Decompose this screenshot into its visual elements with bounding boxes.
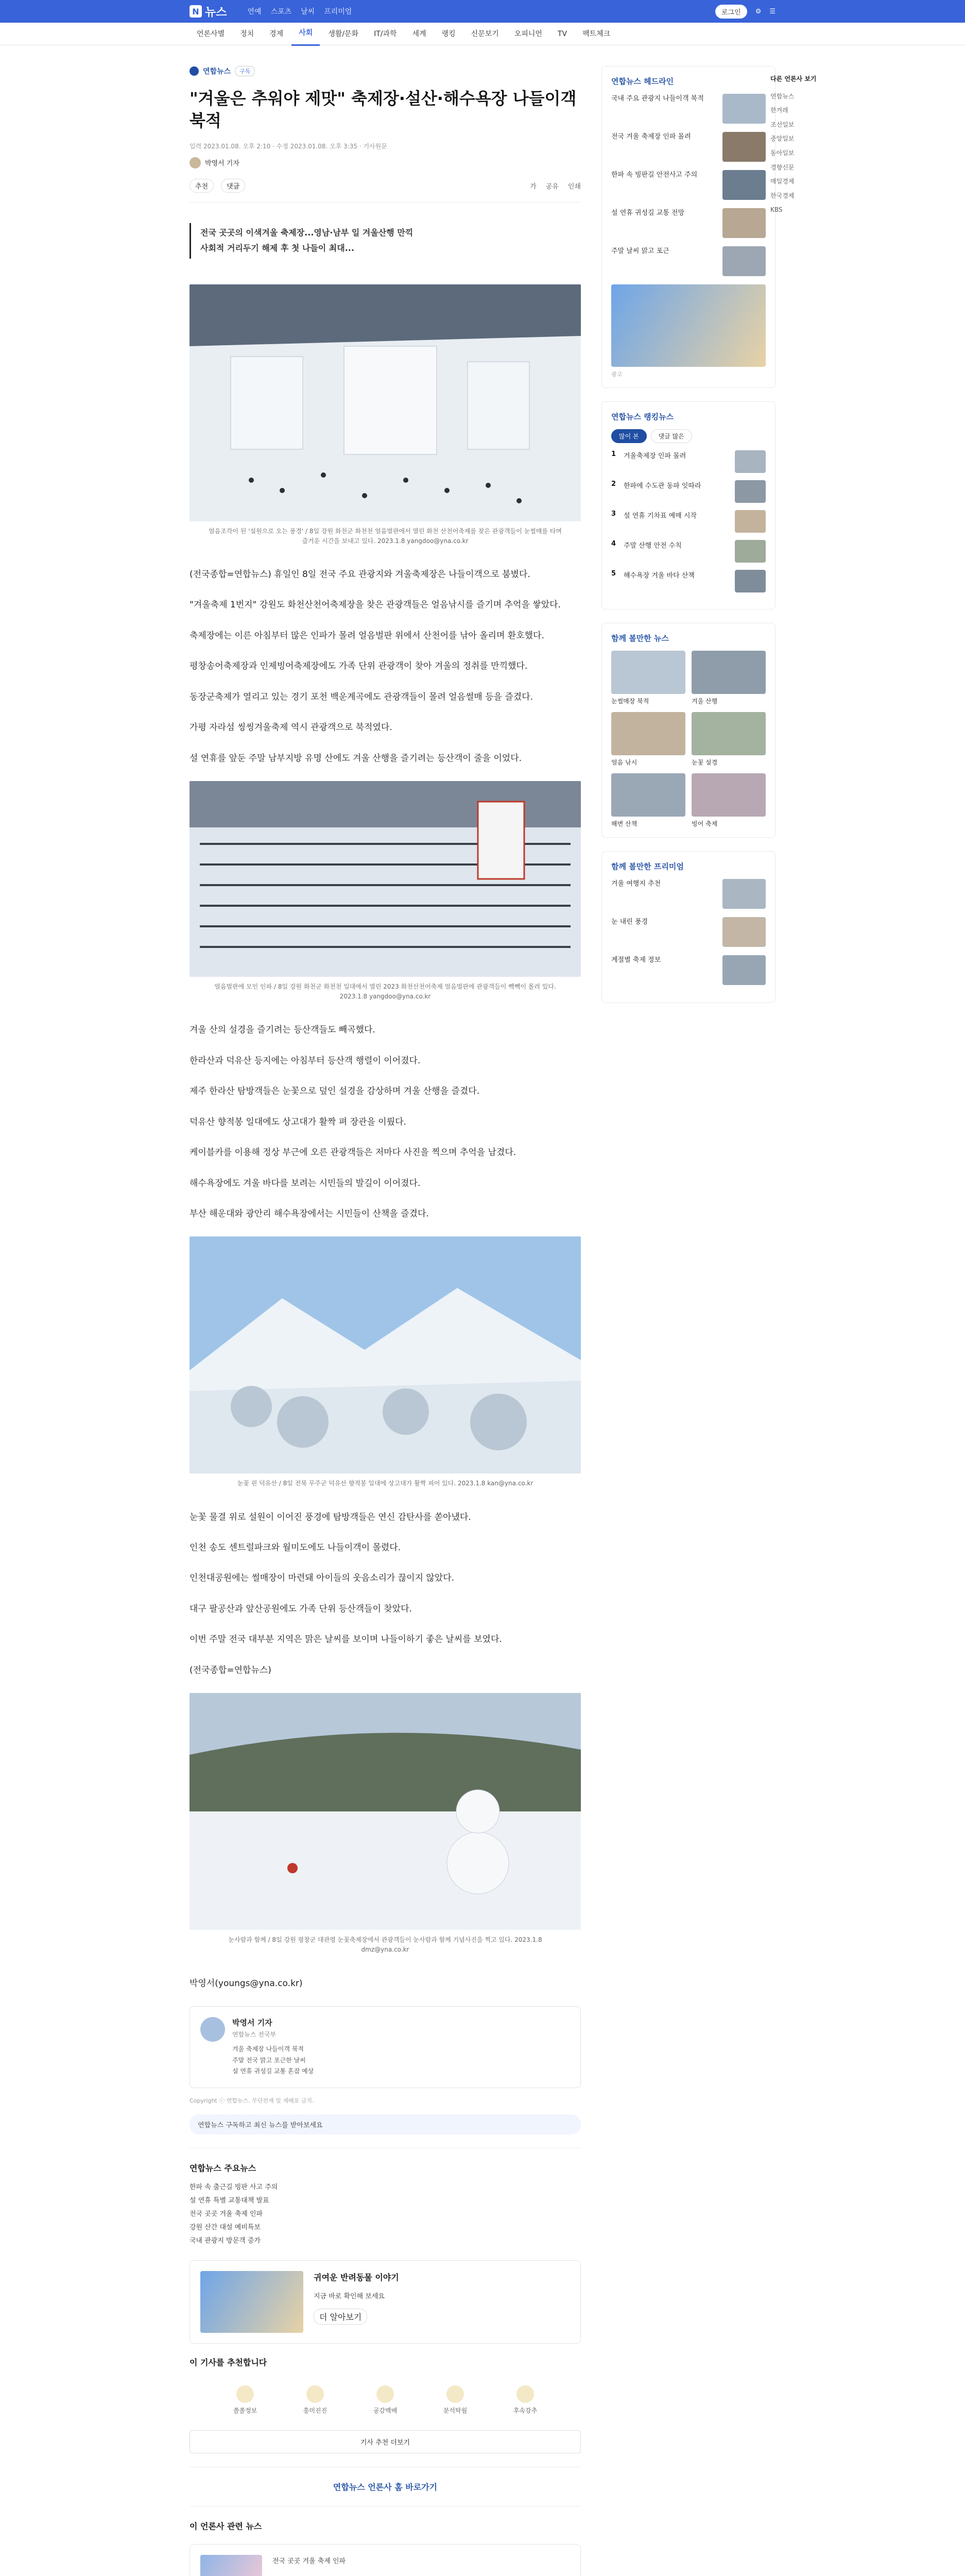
subscribe-banner[interactable]: 연합뉴스 구독하고 최신 뉴스를 받아보세요 — [189, 2114, 581, 2134]
reporter-card — [189, 2006, 581, 2088]
photo-caption: 눈사람과 함께 / 8일 강원 평창군 대관령 눈꽃축제장에서 관광객들이 눈사람과 함께 기념사진을 찍고 있다. 2023.1.8 dmz@yna.co.kr — [228, 1936, 542, 1954]
photo-snowman — [189, 1693, 581, 1930]
article — [189, 66, 581, 2576]
react-label: 쏠쏠정보 — [233, 2406, 257, 2414]
article-paragraph: 인천 송도 센트럴파크와 월미도에도 나들이객이 몰렸다. — [189, 1543, 401, 1553]
react-icon — [306, 2385, 324, 2403]
ranking-thumb — [735, 450, 766, 473]
photo-card[interactable] — [611, 712, 685, 767]
react-icon — [236, 2385, 254, 2403]
menu-icon[interactable]: ☰ — [769, 7, 776, 15]
ranking-section — [601, 401, 776, 609]
brand-label: 뉴스 — [205, 6, 227, 19]
ad-label: 광고 — [611, 371, 623, 378]
series-item[interactable] — [611, 955, 766, 985]
article-title: "겨울은 추워야 제맛" 축제장·설산·해수욕장 나들이객 북적 — [189, 89, 577, 131]
photo-card[interactable] — [692, 651, 766, 706]
more-news-list — [189, 2181, 581, 2248]
article-summary — [189, 223, 581, 259]
nav-item[interactable]: 생활/문화 — [328, 29, 359, 38]
ranking-item[interactable]: 2 한파에 수도관 동파 잇따라 — [611, 480, 766, 503]
photo-card-text: 눈꽃 설경 — [692, 758, 718, 766]
nav-item[interactable]: TV — [557, 29, 567, 38]
article-paragraph: 눈꽃 물결 위로 설원이 이어진 풍경에 탐방객들은 연신 감탄사를 쏟아냈다. — [189, 1512, 471, 1522]
article-paragraph: 축제장에는 이른 아침부터 많은 인파가 몰려 얼음벌판 위에서 산천어를 낚아 올리며 환호했다. — [189, 630, 544, 641]
react-button[interactable] — [373, 2385, 397, 2415]
article-paragraph: 케이블카를 이용해 정상 부근에 오른 관광객들은 저마다 사진을 찍으며 추억을 남겼다. — [189, 1147, 516, 1158]
rail-item[interactable]: 한국경제 — [770, 192, 795, 199]
photo-card[interactable] — [611, 773, 685, 828]
press-header — [189, 66, 581, 76]
nav-item[interactable]: 경제 — [269, 29, 284, 38]
photo-card-text: 겨울 산행 — [692, 698, 718, 705]
reporter-article-link[interactable]: 주말 전국 맑고 포근한 날씨 — [232, 2056, 306, 2064]
photo-thumb — [692, 712, 766, 755]
ad-text: 지금 바로 확인해 보세요 — [314, 2292, 385, 2300]
article-paragraph: 이번 주말 전국 대부분 지역은 맑은 날씨를 보이며 나들이하기 좋은 날씨를 보였다. — [189, 1634, 502, 1645]
ranking-title: 연합뉴스 랭킹뉴스 — [611, 412, 674, 421]
photo-caption: 눈꽃 핀 덕유산 / 8일 전북 무주군 덕유산 향적봉 일대에 상고대가 활짝 피어 있다. 2023.1.8 kan@yna.co.kr — [237, 1480, 533, 1487]
rail-item[interactable]: 동아일보 — [770, 149, 795, 157]
font-size-button[interactable]: 가 — [530, 182, 537, 191]
nav-item[interactable]: IT/과학 — [374, 29, 397, 38]
service-link[interactable]: 프리미엄 — [324, 8, 352, 16]
comment-button[interactable]: 댓글 — [221, 179, 245, 193]
headline-text: 한파 속 빙판길 안전사고 주의 — [611, 171, 698, 179]
series-title: 함께 볼만한 프리미엄 — [611, 862, 684, 872]
summary-line: 전국 곳곳의 이색겨울 축제장...영남·남부 일 겨울산행 만끽 — [200, 227, 413, 238]
ranking-item[interactable]: 3 설 연휴 기차표 예매 시작 — [611, 510, 766, 533]
photo-thumb — [611, 651, 685, 694]
headline-thumb — [722, 170, 766, 200]
more-news-link[interactable]: 국내 관광지 방문객 증가 — [189, 2236, 261, 2245]
react-title: 이 기사를 추천합니다 — [189, 2357, 267, 2367]
more-news-title: 연합뉴스 주요뉴스 — [189, 2163, 256, 2173]
react-icon — [446, 2385, 464, 2403]
headline-text: 설 연휴 귀성길 교통 전망 — [611, 209, 685, 217]
brand-logo[interactable]: N 뉴스 — [189, 4, 227, 20]
series-text: 눈 내린 풍경 — [611, 918, 648, 926]
nav-item[interactable]: 오피니언 — [514, 29, 542, 38]
rail-item[interactable]: 경향신문 — [770, 163, 795, 171]
content-wrap — [189, 45, 776, 2576]
more-news-link[interactable]: 강원 산간 대설 예비특보 — [189, 2223, 261, 2231]
photo-card-text: 해변 산책 — [611, 820, 637, 827]
photo-thumb — [611, 712, 685, 755]
ranking-text: 설 연휴 기차표 예매 시작 — [624, 512, 697, 520]
article-paragraph: 부산 해운대와 광안리 해수욕장에서는 시민들이 산책을 즐겼다. — [189, 1208, 429, 1219]
article-paragraph: 겨울 산의 설경을 즐기려는 등산객들도 빼곡했다. — [189, 1025, 375, 1036]
headline-text: 국내 주요 관광지 나들이객 북적 — [611, 95, 704, 103]
headline-thumb — [722, 208, 766, 238]
ad-image — [200, 2271, 303, 2333]
photo-section-title: 함께 볼만한 뉴스 — [611, 634, 669, 643]
photo-card[interactable] — [611, 651, 685, 706]
article-paragraph: 설 연휴를 앞둔 주말 남부지방 유명 산에도 겨울 산행을 즐기려는 등산객이 줄을 이었다. — [189, 753, 522, 764]
headline-thumb — [722, 246, 766, 276]
ranking-text: 해수욕장 겨울 바다 산책 — [624, 572, 695, 580]
photo-card[interactable] — [692, 773, 766, 828]
press-name[interactable]: 연합뉴스 — [203, 67, 231, 76]
reporter-avatar — [200, 2017, 225, 2042]
settings-icon[interactable]: ⚙ — [755, 7, 762, 15]
reporter-name[interactable]: 박영서 기자 — [205, 160, 239, 168]
rail-item[interactable]: 중앙일보 — [770, 135, 795, 143]
print-button[interactable]: 인쇄 — [567, 182, 581, 191]
signoff: 박영서(youngs@yna.co.kr) — [189, 1978, 303, 1989]
headline-item[interactable] — [611, 208, 766, 238]
article-paragraph: 제주 한라산 탐방객들은 눈꽃으로 덮인 설경을 감상하며 겨울 산행을 즐겼다. — [189, 1086, 480, 1097]
rail-item[interactable]: 연합뉴스 — [770, 92, 795, 100]
series-thumb — [722, 917, 766, 947]
ranking-thumb — [735, 540, 766, 563]
ranking-item[interactable]: 1 겨울축제장 인파 몰려 — [611, 450, 766, 473]
react-label: 공감백배 — [373, 2406, 398, 2414]
reporter-card-name[interactable]: 박영서 기자 — [232, 2018, 272, 2028]
series-text: 겨울 여행지 추천 — [611, 880, 661, 888]
service-link[interactable]: 날씨 — [301, 8, 315, 16]
nav-item[interactable]: 정치 — [240, 29, 254, 38]
headline-text: 주말 날씨 맑고 포근 — [611, 247, 669, 255]
react-more-button[interactable]: 기사 추천 더보기 — [189, 2430, 581, 2453]
service-link[interactable]: 연예 — [247, 8, 262, 16]
react-button[interactable] — [303, 2385, 327, 2415]
headline-section — [601, 66, 776, 388]
series-text: 계절별 축제 정보 — [611, 956, 661, 964]
react-button[interactable] — [443, 2385, 467, 2415]
nav-item[interactable]: 세계 — [412, 29, 426, 38]
photo-thumb — [692, 651, 766, 694]
photo-card-text: 빙어 축제 — [692, 820, 718, 827]
photo-section — [601, 623, 776, 838]
article-paragraph: 평창송어축제장과 인제빙어축제장에도 가족 단위 관광객이 찾아 겨울의 정취를 만끽했다. — [189, 661, 528, 672]
avatar — [189, 157, 201, 168]
rail-item[interactable]: 조선일보 — [770, 121, 795, 128]
headline-title: 연합뉴스 헤드라인 — [611, 77, 674, 86]
nav-item[interactable]: 신문보기 — [471, 29, 499, 38]
ad-title: 귀여운 반려동물 이야기 — [314, 2272, 399, 2282]
ad-cta-button[interactable]: 더 알아보기 — [314, 2309, 367, 2325]
reporter-article-link[interactable]: 설 연휴 귀성길 교통 혼잡 예상 — [232, 2067, 314, 2075]
photo-crowd — [189, 781, 581, 977]
photo-ice-festival — [189, 284, 581, 521]
rail-title: 다른 언론사 보기 — [770, 75, 817, 82]
related-title: 이 언론사 관련 뉴스 — [189, 2521, 262, 2531]
related-image — [200, 2555, 262, 2576]
series-item[interactable] — [611, 879, 766, 909]
series-thumb — [722, 955, 766, 985]
react-icon — [516, 2385, 534, 2403]
service-links — [248, 6, 352, 16]
reporter-article-link[interactable]: 겨울 축제장 나들이객 북적 — [232, 2045, 304, 2053]
photo-card-text: 눈썰매장 북적 — [611, 698, 649, 705]
article-paragraph: 한라산과 덕유산 등지에는 아침부터 등산객 행렬이 이어졌다. — [189, 1055, 421, 1066]
headline-item[interactable] — [611, 94, 766, 124]
article-paragraph: 인천대공원에는 썰매장이 마련돼 아이들의 웃음소리가 끊이지 않았다. — [189, 1573, 455, 1584]
nav-item[interactable]: 팩트체크 — [582, 29, 611, 38]
react-label: 흥미진진 — [303, 2406, 328, 2414]
ranking-tabs — [611, 429, 766, 443]
headline-thumb — [722, 132, 766, 162]
ranking-text: 겨울축제장 인파 몰려 — [624, 452, 686, 460]
reporter-card-desc: 연합뉴스 전국부 — [232, 2031, 276, 2039]
related-text: 전국 곳곳 겨울 축제 인파 — [272, 2557, 346, 2565]
photo-card-text: 얼음 낚시 — [611, 758, 637, 766]
ranking-text: 한파에 수도관 동파 잇따라 — [624, 482, 701, 490]
topbar-right — [715, 5, 776, 19]
headline-thumb — [722, 94, 766, 124]
series-item[interactable] — [611, 917, 766, 947]
headline-item[interactable] — [611, 132, 766, 162]
nav-item[interactable]: 언론사별 — [197, 29, 225, 38]
rail-item[interactable]: 매일경제 — [770, 178, 795, 185]
react-label: 분석탁월 — [443, 2406, 468, 2414]
article-meta: 입력 2023.01.08. 오후 2:10 · 수정 2023.01.08. 오후 3:35 · 기사원문 — [189, 143, 387, 150]
more-news-link[interactable]: 한파 속 출근길 빙판 사고 주의 — [189, 2183, 278, 2191]
series-section — [601, 851, 776, 1003]
react-icon — [376, 2385, 394, 2403]
login-button[interactable]: 로그인 — [715, 5, 747, 19]
ranking-text: 주말 산행 안전 수칙 — [624, 542, 682, 550]
ranking-item[interactable]: 5 해수욕장 겨울 바다 산책 — [611, 570, 766, 592]
press-logo-icon — [189, 66, 199, 76]
ranking-tab[interactable]: 댓글 많은 — [651, 429, 692, 443]
press-home-link[interactable]: 연합뉴스 언론사 홈 바로가기 — [333, 2482, 438, 2492]
series-thumb — [722, 879, 766, 909]
topbar — [0, 0, 965, 23]
react-buttons — [189, 2375, 581, 2425]
headline-item[interactable] — [611, 246, 766, 276]
summary-line: 사회적 거리두기 해제 후 첫 나들이 최대... — [200, 243, 354, 253]
article-paragraph: (전국종합=연합뉴스) — [189, 1665, 271, 1675]
reporter-line — [189, 157, 581, 168]
press-rail — [770, 72, 817, 217]
ranking-item[interactable]: 4 주말 산행 안전 수칙 — [611, 540, 766, 563]
react-button[interactable] — [233, 2385, 257, 2415]
photo-caption: 얼음벌판에 모인 인파 / 8일 강원 화천군 화천천 일대에서 열린 2023 화천산천어축제 얼음벌판에 관광객들이 빽빽이 몰려 있다. 2023.1.8 yangdoo@yna.co.kr — [214, 982, 556, 1001]
article-paragraph: 해수욕장에도 겨울 바다를 보려는 시민들의 발길이 이어졌다. — [189, 1178, 421, 1189]
related-card[interactable] — [189, 2544, 581, 2576]
right-ad-image[interactable] — [611, 284, 766, 367]
photo-card[interactable] — [692, 712, 766, 767]
article-paragraph: 동장군축제가 열리고 있는 경기 포천 백운계곡에도 관광객들이 몰려 얼음썰매 등을 즐겼다. — [189, 691, 533, 702]
photo-caption: 얼음조각이 된 '설원으로 오는 풍경' / 8일 강원 화천군 화천천 얼음벌판에서 열린 화천 산천어축제를 찾은 관광객들이 눈썰매를 타며 즐거운 시간을 보내고 있다. 2023.1.8 yangdoo@yna.co.kr — [209, 527, 562, 545]
like-button[interactable]: 추천 — [189, 179, 214, 193]
service-link[interactable]: 스포츠 — [270, 8, 292, 16]
headline-text: 전국 겨울 축제장 인파 몰려 — [611, 133, 691, 141]
more-news-link[interactable]: 설 연휴 특별 교통대책 발표 — [189, 2196, 269, 2205]
photo-snow-mountain — [189, 1236, 581, 1473]
photo-thumb — [611, 773, 685, 817]
nav-item-active[interactable]: 사회 — [291, 22, 320, 46]
ranking-tab[interactable]: 많이 본 — [611, 429, 647, 443]
photo-thumb — [692, 773, 766, 817]
share-button[interactable]: 공유 — [545, 182, 559, 191]
article-paragraph: 가평 자라섬 씽씽겨울축제 역시 관광객으로 북적였다. — [189, 722, 392, 733]
right-column — [601, 66, 776, 2576]
nav-item[interactable]: 랭킹 — [441, 29, 456, 38]
ranking-thumb — [735, 480, 766, 503]
ad-banner[interactable] — [189, 2260, 581, 2344]
article-paragraph: (전국종합=연합뉴스) 휴일인 8일 전국 주요 관광지와 겨울축제장은 나들이객으로 붐볐다. — [189, 569, 530, 580]
article-paragraph: "겨울축제 1번지" 강원도 화천산천어축제장을 찾은 관광객들은 얼음낚시를 즐기며 추억을 쌓았다. — [189, 600, 561, 611]
react-button[interactable] — [513, 2385, 537, 2415]
rail-item[interactable]: 한겨레 — [770, 107, 788, 114]
more-news-link[interactable]: 전국 곳곳 겨울 축제 인파 — [189, 2210, 263, 2218]
rail-item[interactable]: KBS — [770, 206, 783, 214]
headline-item[interactable] — [611, 170, 766, 200]
subscribe-button[interactable]: 구독 — [235, 66, 255, 76]
article-paragraph: 덕유산 향적봉 일대에도 상고대가 활짝 펴 장관을 이뤘다. — [189, 1116, 406, 1127]
ranking-thumb — [735, 570, 766, 592]
copyright: Copyright ⓒ 연합뉴스. 무단전재 및 재배포 금지. — [189, 2097, 314, 2104]
ranking-thumb — [735, 510, 766, 533]
article-toolbar — [189, 174, 581, 202]
article-paragraph: 대구 팔공산과 앞산공원에도 가족 단위 등산객들이 찾았다. — [189, 1603, 412, 1614]
section-nav — [0, 23, 965, 45]
react-label: 후속강추 — [513, 2406, 538, 2414]
